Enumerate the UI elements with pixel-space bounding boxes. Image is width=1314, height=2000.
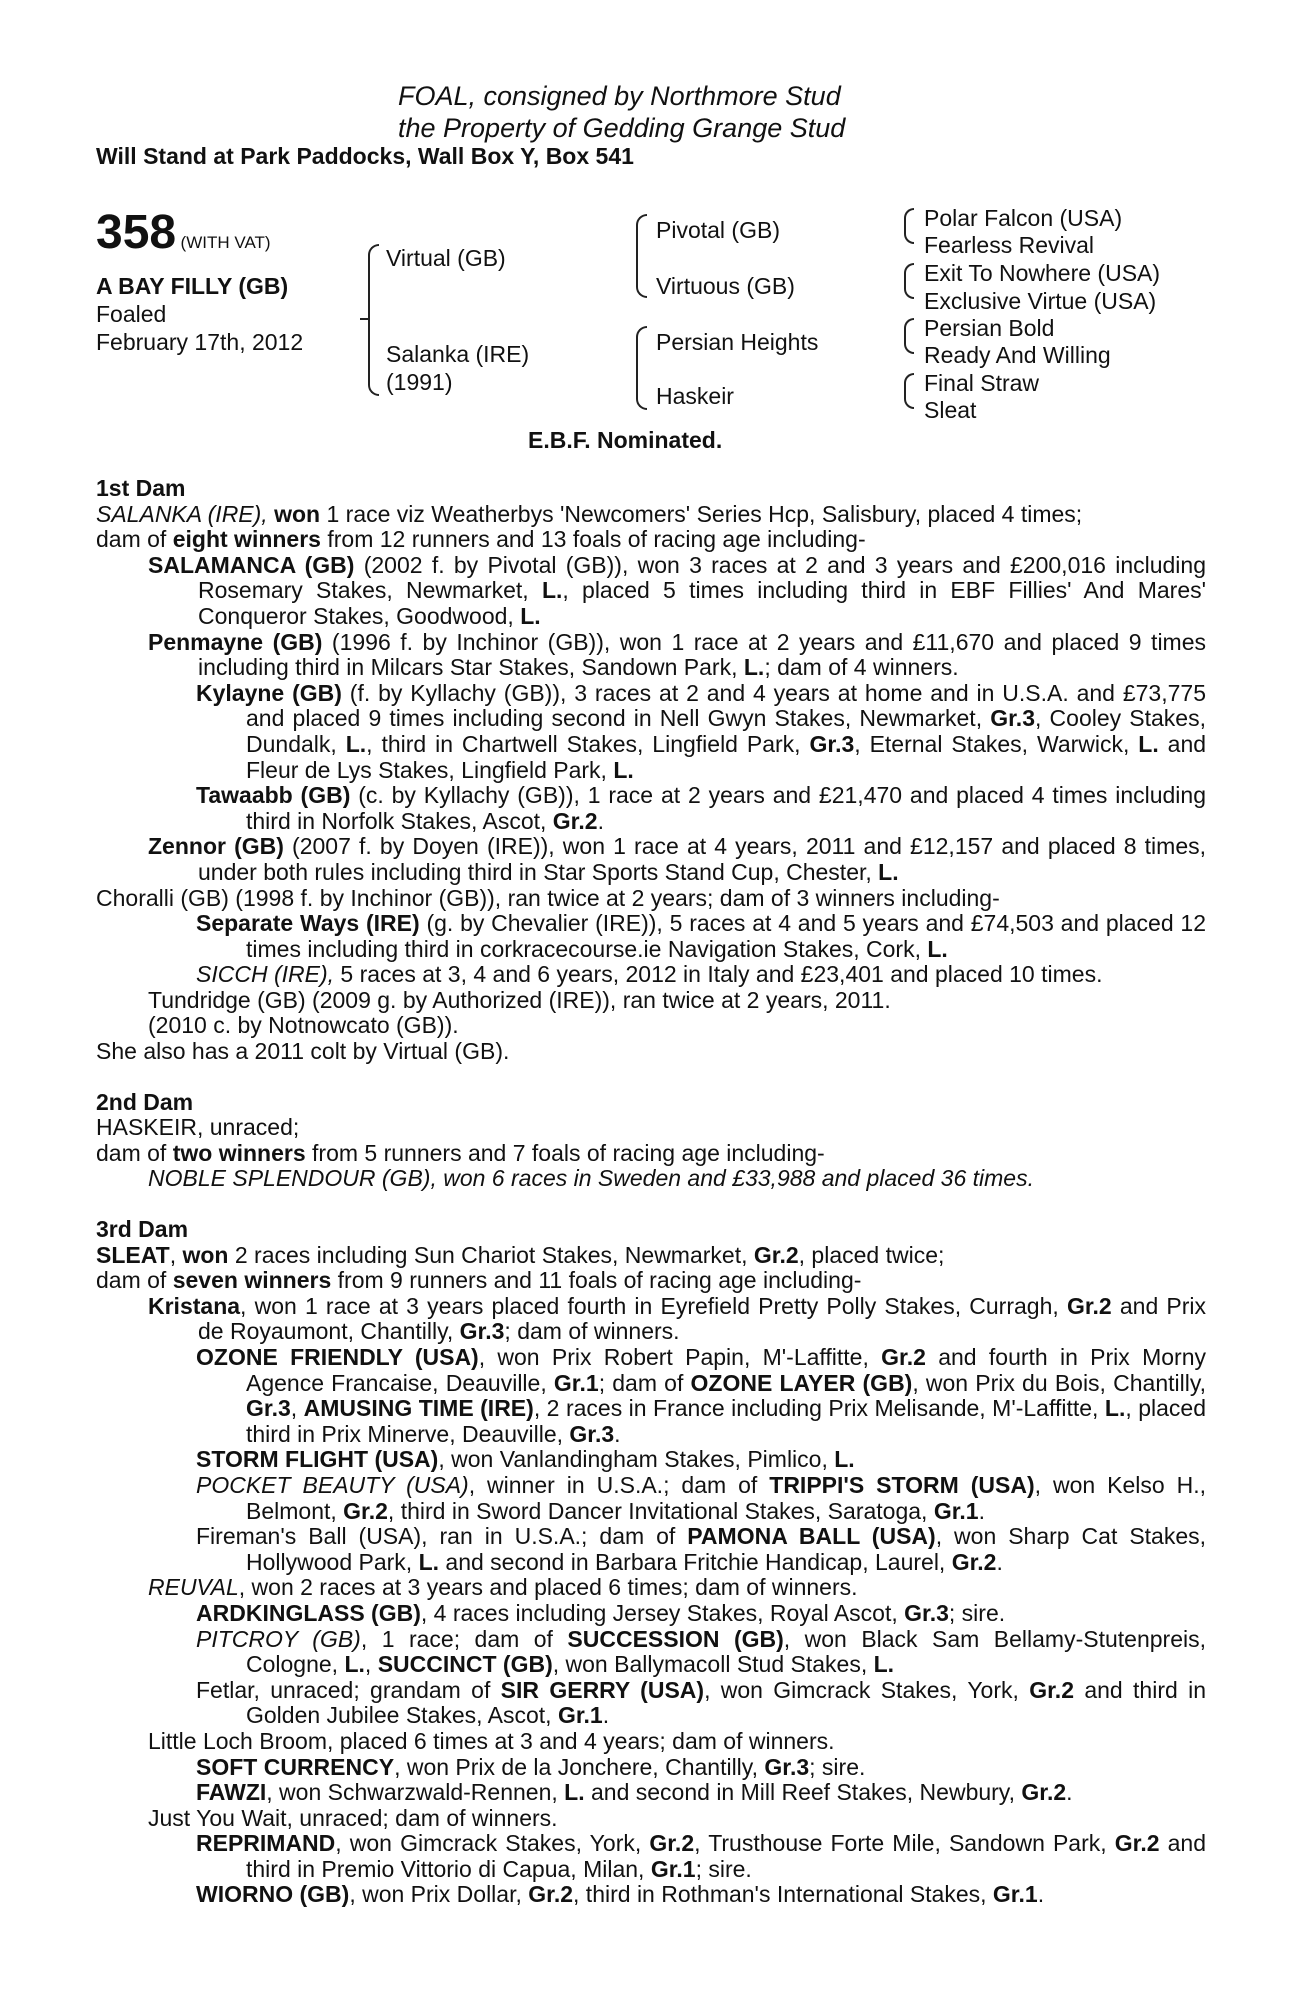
produce-entry: Zennor (GB) (2007 f. by Doyen (IRE)), won 1 race at 4 years, 2011 and £12,157 and placed 8 times, under both rules including third in Star Sports Stand Cup, Chester, L. — [148, 833, 1207, 885]
pedigree-brace-pivotal — [904, 208, 914, 244]
pedigree-dam-year: (1991) — [386, 369, 453, 395]
produce-entry: POCKET BEAUTY (USA), winner in U.S.A.; dam of TRIPPI'S STORM (USA), won Kelso H., Belmont, Gr.2, third in Sword Dancer Invitational Stakes, Saratoga, Gr.1. — [196, 1471, 1206, 1524]
pedigree-sire-sire: Pivotal (GB) — [656, 217, 780, 243]
produce-entry: Just You Wait, unraced; dam of winners. — [148, 1804, 558, 1831]
produce-entry: SALAMANCA (GB) (2002 f. by Pivotal (GB)), won 3 races at 2 and 3 years and £200,016 including Rosemary Stakes, Newmarket, L., placed 5 times including third in EBF Fillies' And Mares' Conqueror Stakes, Goodwood, L. — [148, 551, 1207, 629]
produce-entry: Choralli (GB) (1998 f. by Inchinor (GB)), ran twice at 2 years; dam of 3 winners including- — [96, 884, 1000, 911]
produce-entry: SICCH (IRE), 5 races at 3, 4 and 6 years, 2012 in Italy and £23,401 and placed 10 times. — [196, 961, 1103, 988]
pedigree-dam-sire: Persian Heights — [656, 329, 819, 355]
produce-entry: Tundridge (GB) (2009 g. by Authorized (IRE)), ran twice at 2 years, 2011. — [148, 986, 891, 1013]
produce-entry: Kylayne (GB) (f. by Kyllachy (GB)), 3 races at 2 and 4 years at home and in U.S.A. and £73,775 and placed 9 times including second in Nell Gwyn Stakes, Newmarket, Gr.3, Cooley Stakes, Dundalk, L., third in Chartwell Stakes, Lingfield Park, Gr.3, Eternal Stakes, Warwick, L. and Fleur de Lys Stakes, Lingfield Park, L. — [196, 679, 1207, 783]
pedigree-sire-dam: Virtuous (GB) — [656, 273, 795, 299]
pedigree-sire: Virtual (GB) — [386, 245, 506, 271]
pedigree-brace-persian-heights — [904, 318, 914, 354]
produce-entry: FAWZI, won Schwarzwald-Rennen, L. and second in Mill Reef Stakes, Newbury, Gr.2. — [196, 1779, 1073, 1806]
consignor-line: FOAL, consigned by Northmore Stud — [398, 81, 841, 111]
pedigree-dss: Persian Bold — [924, 315, 1055, 341]
first-dam-heading: 1st Dam — [96, 475, 186, 501]
property-line: the Property of Gedding Grange Stud — [398, 113, 846, 143]
foaled-label: Foaled — [96, 301, 167, 327]
pedigree-dsd: Ready And Willing — [924, 342, 1111, 368]
produce-entry: (2010 c. by Notnowcato (GB)). — [148, 1012, 459, 1039]
produce-entry: Fetlar, unraced; grandam of SIR GERRY (USA), won Gimcrack Stakes, York, Gr.2 and third in Golden Jubilee Stakes, Ascot, Gr.1. — [196, 1676, 1206, 1729]
second-dam-record: HASKEIR, unraced; — [96, 1114, 300, 1141]
second-dam-summary: dam of two winners from 5 runners and 7 foals of racing age including- — [96, 1139, 825, 1166]
produce-note: She also has a 2011 colt by Virtual (GB). — [96, 1038, 510, 1065]
third-dam-record: SLEAT, won 2 races including Sun Chariot Stakes, Newmarket, Gr.2, placed twice; — [96, 1241, 945, 1268]
location-line: Will Stand at Park Paddocks, Wall Box Y, Box 541 — [96, 143, 634, 169]
lot-number: 358 — [96, 206, 177, 259]
pedigree-ddd: Sleat — [924, 397, 977, 423]
produce-entry: WIORNO (GB), won Prix Dollar, Gr.2, third in Rothman's International Stakes, Gr.1. — [196, 1881, 1045, 1908]
produce-entry: NOBLE SPLENDOUR (GB), won 6 races in Sweden and £33,988 and placed 36 times. — [148, 1165, 1034, 1192]
pedigree-brace-dam — [636, 326, 647, 410]
pedigree-dam-dam: Haskeir — [656, 383, 734, 409]
produce-entry: PITCROY (GB), 1 race; dam of SUCCESSION (GB), won Black Sam Bellamy-Stutenpreis, Cologne, L., SUCCINCT (GB), won Ballymacoll Stud Stakes, L. — [196, 1625, 1206, 1678]
second-dam-heading: 2nd Dam — [96, 1088, 194, 1115]
third-dam-summary: dam of seven winners from 9 runners and 11 foals of racing age including- — [96, 1267, 862, 1294]
vat-note: (WITH VAT) — [180, 233, 271, 252]
first-dam-summary: dam of eight winners from 12 runners and 13 foals of racing age including- — [96, 526, 866, 553]
lot-heading — [96, 208, 271, 258]
ebf-nominated: E.B.F. Nominated. — [528, 427, 723, 453]
lot-name: A BAY FILLY (GB) — [96, 273, 289, 299]
pedigree-sds: Exit To Nowhere (USA) — [924, 260, 1161, 286]
produce-entry: Separate Ways (IRE) (g. by Chevalier (IRE)), 5 races at 4 and 5 years and £74,503 and placed 12 times including third in corkracecourse.ie Navigation Stakes, Cork, L. — [196, 910, 1206, 962]
produce-entry: SOFT CURRENCY, won Prix de la Jonchere, Chantilly, Gr.3; sire. — [196, 1753, 866, 1780]
produce-entry: Little Loch Broom, placed 6 times at 3 and 4 years; dam of winners. — [148, 1727, 835, 1754]
foaled-date: February 17th, 2012 — [96, 329, 304, 355]
pedigree-sdd: Exclusive Virtue (USA) — [924, 288, 1157, 314]
pedigree-brace-virtuous — [904, 263, 914, 299]
pedigree-brace-sire — [636, 214, 647, 298]
third-dam-heading: 3rd Dam — [96, 1216, 189, 1243]
produce-entry: Fireman's Ball (USA), ran in U.S.A.; dam of PAMONA BALL (USA), won Sharp Cat Stakes, Hollywood Park, L. and second in Barbara Fritchie Handicap, Laurel, Gr.2. — [196, 1523, 1207, 1575]
pedigree-ssd: Fearless Revival — [924, 232, 1094, 258]
produce-entry: REPRIMAND, won Gimcrack Stakes, York, Gr.2, Trusthouse Forte Mile, Sandown Park, Gr.2 and third in Premio Vittorio di Capua, Milan, Gr.1; sire. — [196, 1830, 1207, 1882]
produce-entry: OZONE FRIENDLY (USA), won Prix Robert Papin, M'-Laffitte, Gr.2 and fourth in Prix Morny Agence Francaise, Deauville, Gr.1; dam of OZONE LAYER (GB), won Prix du Bois, Chantilly, Gr.3, AMUSING TIME (IRE), 2 races in France including Prix Melisande, M'-Laffitte, L., placed third in Prix Minerve, Deauville, Gr.3. — [196, 1344, 1207, 1447]
produce-entry: Kristana, won 1 race at 3 years placed fourth in Eyrefield Pretty Polly Stakes, Curragh, Gr.2 and Prix de Royaumont, Chantilly, Gr.3; dam of winners. — [148, 1292, 1207, 1345]
pedigree-dam: Salanka (IRE) — [386, 341, 530, 367]
dam-produce-record — [96, 476, 1206, 1908]
produce-entry: REUVAL, won 2 races at 3 years and placed 6 times; dam of winners. — [148, 1574, 858, 1601]
produce-entry: STORM FLIGHT (USA), won Vanlandingham Stakes, Pimlico, L. — [196, 1446, 855, 1473]
pedigree-dds: Final Straw — [924, 370, 1040, 396]
produce-entry: ARDKINGLASS (GB), 4 races including Jersey Stakes, Royal Ascot, Gr.3; sire. — [196, 1599, 1006, 1626]
produce-entry: Penmayne (GB) (1996 f. by Inchinor (GB)), won 1 race at 2 years and £11,670 and placed 9 times including third in Milcars Star Stakes, Sandown Park, L.; dam of 4 winners. — [148, 628, 1206, 681]
pedigree-brace-main — [368, 244, 379, 396]
pedigree-sss: Polar Falcon (USA) — [924, 205, 1123, 231]
pedigree-brace-point — [360, 318, 369, 320]
pedigree-brace-haskeir — [904, 373, 914, 409]
first-dam-record: SALANKA (IRE), won 1 race viz Weatherbys 'Newcomers' Series Hcp, Salisbury, placed 4 times; — [96, 500, 1083, 527]
produce-entry: Tawaabb (GB) (c. by Kyllachy (GB)), 1 race at 2 years and £21,470 and placed 4 times including third in Norfolk Stakes, Ascot, Gr.2. — [196, 782, 1206, 834]
